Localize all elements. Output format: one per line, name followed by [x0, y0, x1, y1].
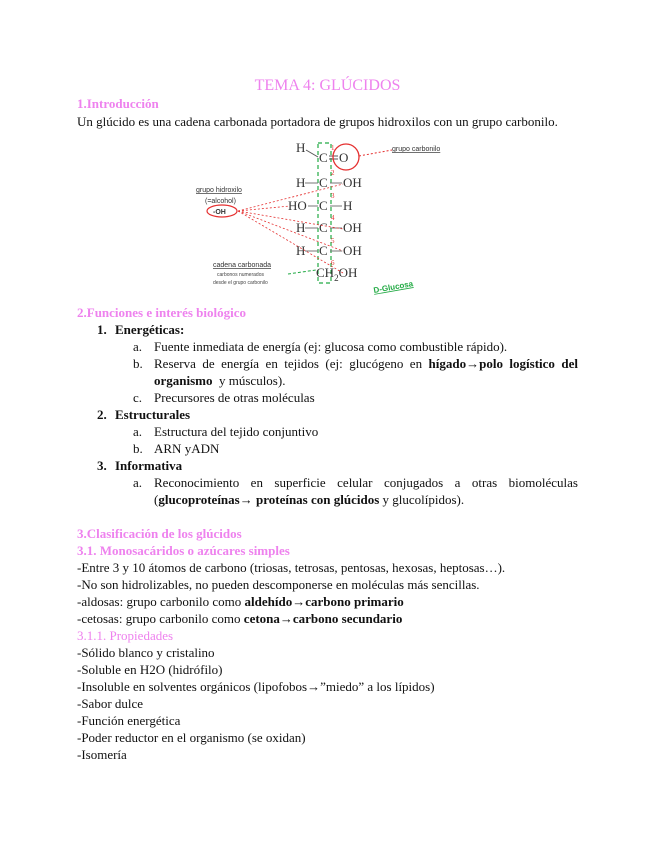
property-line: -Sabor dulce — [77, 696, 144, 711]
carbon-number: 5 — [331, 237, 335, 245]
list-letter: b. — [133, 441, 143, 456]
label-cadena-carbonada: cadena carbonada — [213, 262, 271, 269]
atom-h: H — [296, 220, 306, 235]
list-item-text: Estructura del tejido conjuntivo — [154, 424, 319, 439]
list-item-text: organismo y músculos). — [154, 373, 286, 388]
atom-h: H — [296, 175, 306, 190]
atom-c1: C — [319, 150, 328, 165]
page-title: TEMA 4: GLÚCIDOS — [254, 77, 401, 94]
label-alcohol: (=alcohol) — [205, 198, 236, 205]
list-item-text: Reconocimiento en superficie celular conjugados a otras biomoléculas — [154, 475, 578, 490]
carbon-number: 6 — [331, 259, 335, 267]
atom-c5: C — [319, 243, 328, 258]
list-letter: b. — [133, 356, 143, 371]
list-item-label: Energéticas: — [115, 322, 185, 337]
property-line: -Sólido blanco y cristalino — [77, 645, 215, 660]
list-item-text: Reserva de energía en tejidos (ej: glucógeno en hígado→polo logístico del — [154, 356, 578, 371]
properties-heading: 3.1.1. Propiedades — [77, 628, 174, 643]
list-number: 2. — [97, 407, 107, 422]
list-letter: a. — [133, 339, 143, 354]
label-grupo-carbonilo: grupo carbonilo — [392, 146, 441, 153]
label-grupo-hidroxilo: grupo hidroxilo — [196, 187, 242, 194]
atom-c2: C — [319, 175, 328, 190]
section-3-1-heading: 3.1. Monosacáridos o azúcares simples — [77, 543, 290, 558]
section-1-heading: 1.Introducción — [77, 96, 159, 111]
atom-o: O — [339, 150, 349, 165]
section-3-heading: 3.Clasificación de los glúcidos — [77, 526, 242, 541]
property-line: -Insoluble en solventes orgánicos (lipofobos→”miedo” a los lípidos) — [77, 679, 435, 694]
label-oh: -OH — [213, 209, 226, 216]
label-d-glucosa: D-Glucosa — [372, 279, 414, 295]
list-number: 1. — [97, 322, 107, 337]
property-line: -Isomería — [77, 747, 127, 762]
atom-ch2oh: $CH_2OH$ — [316, 265, 358, 283]
property-line: -Poder reductor en el organismo (se oxidan) — [77, 730, 306, 745]
list-item-text: Fuente inmediata de energía (ej: glucosa como combustible rápido). — [154, 339, 508, 354]
list-item-label: Informativa — [115, 458, 183, 473]
list-number: 3. — [97, 458, 107, 473]
atom-oh: OH — [343, 243, 362, 258]
text-line: -aldosas: grupo carbonilo como aldehído→carbono primario — [77, 594, 404, 609]
label-cadena-sub: desde el grupo carbonilo — [213, 280, 268, 286]
atom-c4: C — [319, 220, 328, 235]
carbon-number: 1 — [331, 144, 335, 152]
property-line: -Función energética — [77, 713, 181, 728]
list-letter: a. — [133, 424, 143, 439]
carbon-number: 4 — [331, 214, 335, 222]
atom-h: H — [296, 140, 306, 155]
text-line: -No son hidrolizables, no pueden descomponerse en moléculas más sencillas. — [77, 577, 480, 592]
atom-ho: HO — [288, 198, 307, 213]
atom-oh: OH — [343, 220, 362, 235]
atom-h: H — [343, 198, 353, 213]
atom-c3: C — [319, 198, 328, 213]
list-item-text: (glucoproteínas→ proteínas con glúcidos y glucolípidos). — [154, 492, 465, 507]
list-letter: a. — [133, 475, 143, 490]
label-cadena-sub: carbonos numerados — [217, 272, 264, 278]
text-line: -Entre 3 y 10 átomos de carbono (triosas, tetrosas, pentosas, hexosas, heptosas…). — [77, 560, 506, 575]
property-line: -Soluble en H2O (hidrófilo) — [77, 662, 223, 677]
list-item-label: Estructurales — [115, 407, 191, 422]
intro-text: Un glúcido es una cadena carbonada portadora de grupos hidroxilos con un grupo carbonilo. — [77, 114, 558, 129]
text-line: -cetosas: grupo carbonilo como cetona→carbono secundario — [77, 611, 403, 626]
atom-oh: OH — [343, 175, 362, 190]
carbon-number: 3 — [331, 192, 335, 200]
list-item-text: Precursores de otras moléculas — [154, 390, 315, 405]
section-2-heading: 2.Funciones e interés biológico — [77, 305, 246, 320]
carbon-number: 2 — [331, 169, 335, 177]
list-item-text: ARN yADN — [154, 441, 220, 456]
list-letter: c. — [133, 390, 143, 405]
glucose-diagram — [0, 0, 655, 300]
atom-h: H — [296, 243, 306, 258]
